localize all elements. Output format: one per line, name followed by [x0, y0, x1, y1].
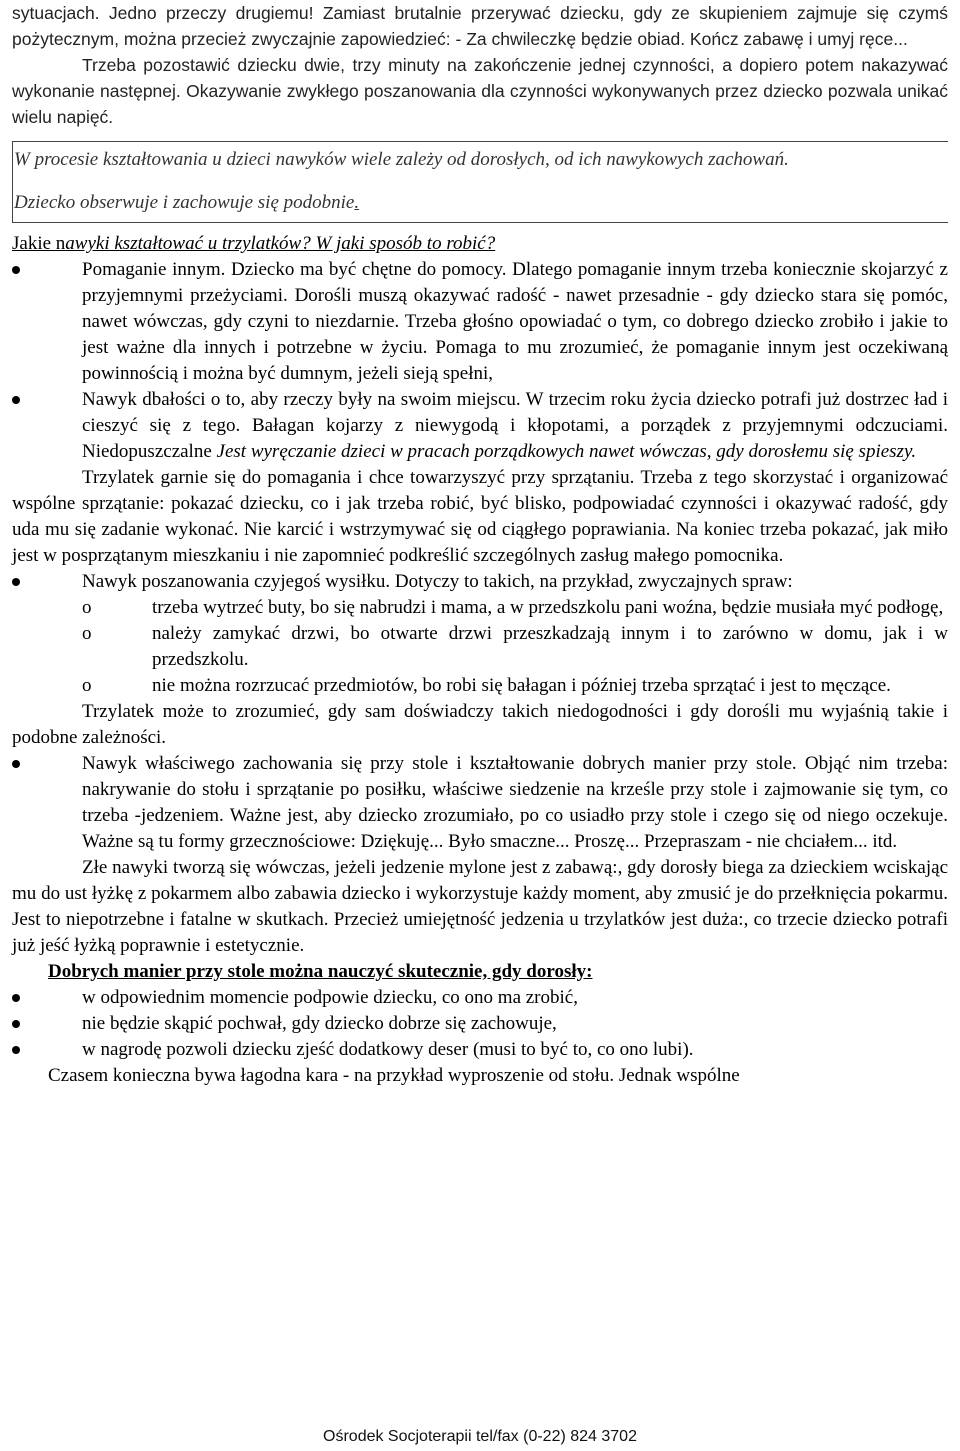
bullet-list-manners [12, 985, 948, 1063]
paragraph-zle-nawyki: Złe nawyki tworzą się wówczas, jeżeli jedzenie mylone jest z zabawą:, gdy dorosły biega za dzieckiem wciskając mu do ust łyżkę z pokarmem albo zabawia dziecko i wykorzystuje każdy moment, aby zmusić je do przełknięcia pokarmu. Jest to niepotrzebne i fatalne w skutkach. Przecież umiejętność jedzenia u trzylatków jest duża:, co trzecie dziecko potrafi już jeść łyżką poprawnie i estetycznie. [12, 857, 948, 956]
list-item: w nagrodę pozwoli dziecku zjeść dodatkowy deser (musi to być to, co ono lubi). [12, 1037, 948, 1063]
sub-list-item: o nie można rozrzucać przedmiotów, bo robi się bałagan i później trzeba sprzątać i jest to męczące. [12, 673, 948, 699]
bullet-icon [12, 994, 20, 1002]
bullet-list-table [12, 751, 948, 855]
bullet-icon [12, 1020, 20, 1028]
bullet-icon [12, 1046, 20, 1054]
paragraph-kara: Czasem konieczna bywa łagodna kara - na przykład wyproszenie od stołu. Jednak wspólne [48, 1065, 740, 1086]
question-heading: Jakie nawyki kształtować u trzylatków? W jaki sposób to robić? [12, 233, 496, 254]
intro-paragraph: sytuacjach. Jedno przeczy drugiemu! Zamiast brutalnie przerywać dziecku, gdy ze skupieniem zajmuje się czymś pożytecznym, można przecież zwyczajnie zapowiedzieć: - Za chwileczkę będzie obiad. Kończ zabawę i umyj ręce... [12, 3, 948, 49]
document-page [12, 0, 948, 1089]
intro-paragraph-2: Trzeba pozostawić dziecku dwie, trzy minuty na zakończenie jednej czynności, a dopiero potem nakazywać wykonanie następnej. Okazywanie zwykłego poszanowania dla czynności wykonywanych przez dziecko pozwala unikać wielu napięć. [12, 55, 948, 127]
bullet-list-habits [12, 257, 948, 465]
bullet-list-effort [12, 569, 948, 595]
sub-list [12, 595, 948, 699]
bullet-icon [12, 578, 20, 586]
sub-list-item: o należy zamykać drzwi, bo otwarte drzwi przeszkadzają innym i to zarówno w domu, jak i w przedszkolu. [82, 623, 948, 670]
circle-marker-icon: o [82, 623, 92, 644]
page-footer: Ośrodek Socjoterapii tel/fax (0-22) 824 3702 [323, 1428, 637, 1445]
quote-line-1: W procesie kształtowania u dzieci nawyków wiele zależy od dorosłych, od ich nawykowych zachowań. [14, 149, 789, 170]
bullet-icon [12, 396, 20, 404]
heading-manier: Dobrych manier przy stole można nauczyć skutecznie, gdy dorosły: [48, 961, 593, 982]
list-item: Nawyk dbałości o to, aby rzeczy były na swoim miejscu. W trzecim roku życia dziecko potrafi już dostrzec ład i cieszyć się z tego. Bałagan kojarzy z niewygodą i kłopotami, a porządek z przyjemnymi odczuciami. Niedopuszczalne Jest wyręczanie dzieci w pracach porządkowych nawet wówczas, gdy dorosłemu się spieszy. [12, 387, 948, 465]
list-item: Nawyk właściwego zachowania się przy stole i kształtowanie dobrych manier przy stole. Objąć nim trzeba: nakrywanie do stołu i sprzątanie po posiłku, właściwe siedzenie na krześle przy stole i zajmowanie się tym, co trzeba -jedzeniem. Ważne jest, aby dziecko zrozumiało, po co usiadło przy stole i czego się od niego oczekuje. Ważne są tu formy grzecznościowe: Dziękuję... Było smaczne... Proszę... Przepraszam - nie chciałem... itd. [12, 751, 948, 855]
list-item: Pomaganie innym. Dziecko ma być chętne do pomocy. Dlatego pomaganie innym trzeba koniecznie skojarzyć z przyjemnymi przeżyciami. Dorośli muszą okazywać radość - nawet przesadnie - gdy dziecko stara się pomóc, nawet wówczas, gdy czyni to niezdarnie. Trzeba głośno opowiadać o tym, co dobrego dziecko zrobiło i jakie to jest ważne dla innych i potrzebne w życiu. Pomaga to mu zrozumieć, że pomaganie innym jest oczekiwaną powinnością i można być dumnym, jeżeli sieją spełni, [12, 257, 948, 387]
paragraph-trzylatek: Trzylatek garnie się do pomagania i chce towarzyszyć przy sprzątaniu. Trzeba z tego skorzystać i organizować wspólne sprzątanie: pokazać dziecku, co i jak trzeba robić, być blisko, podpowiadać czynności i okazywać radość, gdy uda mu się zadanie wykonać. Nie karcić i wstrzymywać się od ciągłego poprawiania. Na koniec trzeba pokazać, jak miło jest w posprzątanym mieszkaniu i nie zapomnieć podkreślić szczególnych zasług małego pomocnika. [12, 467, 948, 566]
list-item: nie będzie skąpić pochwał, gdy dziecko dobrze się zachowuje, [12, 1011, 948, 1037]
list-item: w odpowiednim momencie podpowie dziecku, co ono ma zrobić, [12, 985, 948, 1011]
bullet-icon [12, 266, 20, 274]
bullet-icon [12, 760, 20, 768]
paragraph-zrozumiec: Trzylatek może to zrozumieć, gdy sam doświadczy takich niedogodności i gdy dorośli mu wyjaśnią takie i podobne zależności. [12, 701, 948, 748]
quote-line-2: Dziecko obserwuje i zachowuje się podobnie. [14, 192, 360, 213]
circle-marker-icon: o [82, 597, 92, 618]
circle-marker-icon: o [82, 675, 92, 696]
list-item: Nawyk poszanowania czyjegoś wysiłku. Dotyczy to takich, na przykład, zwyczajnych spraw: [12, 569, 948, 595]
quote-box [12, 141, 948, 223]
sub-list-item: o trzeba wytrzeć buty, bo się nabrudzi i mama, a w przedszkolu pani woźna, będzie musiała myć podłogę, [12, 595, 948, 621]
